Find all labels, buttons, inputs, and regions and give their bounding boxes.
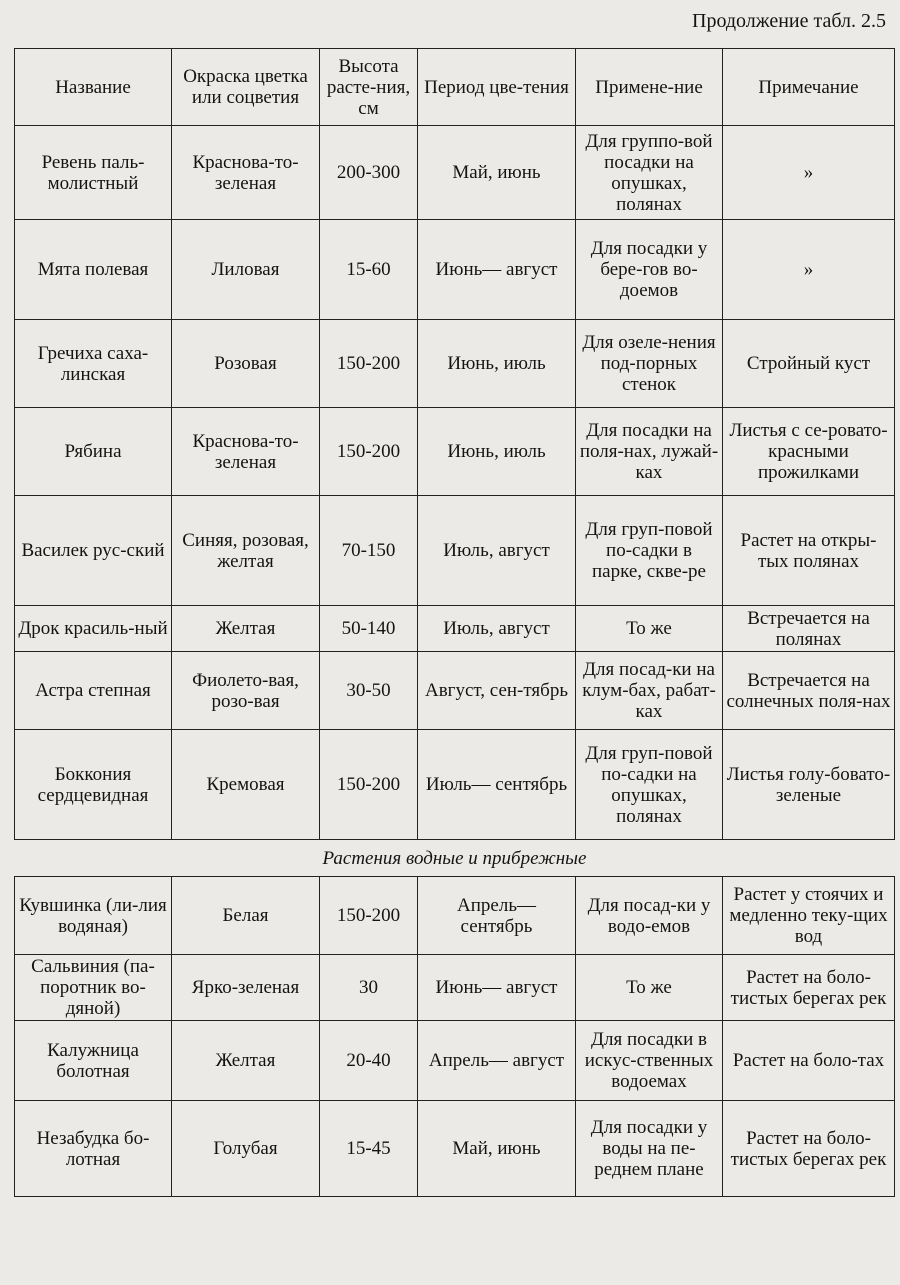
- cell-use: Для груп-повой по-садки на опушках, полянах: [576, 730, 723, 840]
- cell-use: Для посадки у воды на пе-реднем плане: [576, 1101, 723, 1197]
- plants-table: [14, 48, 895, 1197]
- col-header-color: Окраска цветка или соцветия: [172, 49, 320, 126]
- col-header-height: Высота расте-ния, см: [320, 49, 418, 126]
- cell-height: 30: [320, 955, 418, 1021]
- cell-height: 50-140: [320, 606, 418, 652]
- table-row: [15, 606, 895, 652]
- cell-note: »: [723, 220, 895, 320]
- cell-color: Фиолето-вая, розо-вая: [172, 652, 320, 730]
- table-row: [15, 496, 895, 606]
- cell-color: Лиловая: [172, 220, 320, 320]
- cell-height: 150-200: [320, 730, 418, 840]
- cell-height: 20-40: [320, 1021, 418, 1101]
- cell-note: Листья с се-ровато-красными прожилками: [723, 408, 895, 496]
- table-row: [15, 652, 895, 730]
- cell-note: Растет на боло-тистых берегах рек: [723, 955, 895, 1021]
- table-row: [15, 730, 895, 840]
- section-title: Растения водные и прибрежные: [15, 840, 895, 877]
- cell-bloom: Июнь, июль: [418, 408, 576, 496]
- table-row: [15, 126, 895, 220]
- cell-name: Кувшинка (ли-лия водяная): [15, 877, 172, 955]
- cell-bloom: Апрель— сентябрь: [418, 877, 576, 955]
- cell-height: 150-200: [320, 408, 418, 496]
- cell-note: Листья голу-бовато-зеленые: [723, 730, 895, 840]
- table-row: [15, 1021, 895, 1101]
- cell-height: 200-300: [320, 126, 418, 220]
- table-caption: Продолжение табл. 2.5: [692, 10, 886, 32]
- cell-color: Ярко-зеленая: [172, 955, 320, 1021]
- cell-name: Боккония сердцевидная: [15, 730, 172, 840]
- cell-note: Растет на боло-тистых берегах рек: [723, 1101, 895, 1197]
- cell-color: Розовая: [172, 320, 320, 408]
- cell-use: Для посадки у бере-гов во-доемов: [576, 220, 723, 320]
- cell-color: Белая: [172, 877, 320, 955]
- cell-use: Для посад-ки на клум-бах, рабат-ках: [576, 652, 723, 730]
- cell-color: Синяя, розовая, желтая: [172, 496, 320, 606]
- cell-bloom: Июнь, июль: [418, 320, 576, 408]
- col-header-name: Название: [15, 49, 172, 126]
- cell-name: Гречиха саха-линская: [15, 320, 172, 408]
- cell-use: Для посад-ки у водо-емов: [576, 877, 723, 955]
- cell-color: Желтая: [172, 606, 320, 652]
- cell-color: Краснова-то-зеленая: [172, 408, 320, 496]
- cell-height: 150-200: [320, 320, 418, 408]
- table-row: [15, 408, 895, 496]
- cell-color: Желтая: [172, 1021, 320, 1101]
- cell-name: Астра степная: [15, 652, 172, 730]
- col-header-bloom: Период цве-тения: [418, 49, 576, 126]
- cell-use: Для группо-вой посадки на опушках, полянах: [576, 126, 723, 220]
- cell-name: Незабудка бо-лотная: [15, 1101, 172, 1197]
- cell-color: Голубая: [172, 1101, 320, 1197]
- cell-note: Встречается на полянах: [723, 606, 895, 652]
- table-row: [15, 877, 895, 955]
- cell-name: Калужница болотная: [15, 1021, 172, 1101]
- cell-height: 150-200: [320, 877, 418, 955]
- cell-use: Для посадки на поля-нах, лужай-ках: [576, 408, 723, 496]
- section-row: [15, 840, 895, 877]
- cell-name: Мята полевая: [15, 220, 172, 320]
- table-row: [15, 955, 895, 1021]
- col-header-note: Примечание: [723, 49, 895, 126]
- cell-bloom: Июнь— август: [418, 955, 576, 1021]
- cell-note: Растет на откры-тых полянах: [723, 496, 895, 606]
- cell-note: »: [723, 126, 895, 220]
- cell-note: Встречается на солнечных поля-нах: [723, 652, 895, 730]
- cell-note: Растет у стоячих и медленно теку-щих вод: [723, 877, 895, 955]
- cell-height: 15-45: [320, 1101, 418, 1197]
- cell-name: Сальвиния (па-поротник во-дяной): [15, 955, 172, 1021]
- table-row: [15, 320, 895, 408]
- table-row: [15, 220, 895, 320]
- cell-use: Для груп-повой по-садки в парке, скве-ре: [576, 496, 723, 606]
- cell-bloom: Май, июнь: [418, 1101, 576, 1197]
- col-header-use: Примене-ние: [576, 49, 723, 126]
- cell-bloom: Июль, август: [418, 496, 576, 606]
- cell-name: Ревень паль-молистный: [15, 126, 172, 220]
- cell-use: Для посадки в искус-ственных водоемах: [576, 1021, 723, 1101]
- cell-note: Растет на боло-тах: [723, 1021, 895, 1101]
- header-row: [15, 49, 895, 126]
- cell-bloom: Июль— сентябрь: [418, 730, 576, 840]
- cell-bloom: Июль, август: [418, 606, 576, 652]
- cell-color: Краснова-то-зеленая: [172, 126, 320, 220]
- cell-use: То же: [576, 955, 723, 1021]
- cell-name: Василек рус-ский: [15, 496, 172, 606]
- cell-name: Рябина: [15, 408, 172, 496]
- cell-height: 15-60: [320, 220, 418, 320]
- table-row: [15, 1101, 895, 1197]
- cell-bloom: Апрель— август: [418, 1021, 576, 1101]
- cell-note: Стройный куст: [723, 320, 895, 408]
- cell-height: 70-150: [320, 496, 418, 606]
- cell-bloom: Июнь— август: [418, 220, 576, 320]
- cell-name: Дрок красиль-ный: [15, 606, 172, 652]
- cell-color: Кремовая: [172, 730, 320, 840]
- cell-bloom: Май, июнь: [418, 126, 576, 220]
- cell-bloom: Август, сен-тябрь: [418, 652, 576, 730]
- cell-use: То же: [576, 606, 723, 652]
- cell-height: 30-50: [320, 652, 418, 730]
- cell-use: Для озеле-нения под-порных стенок: [576, 320, 723, 408]
